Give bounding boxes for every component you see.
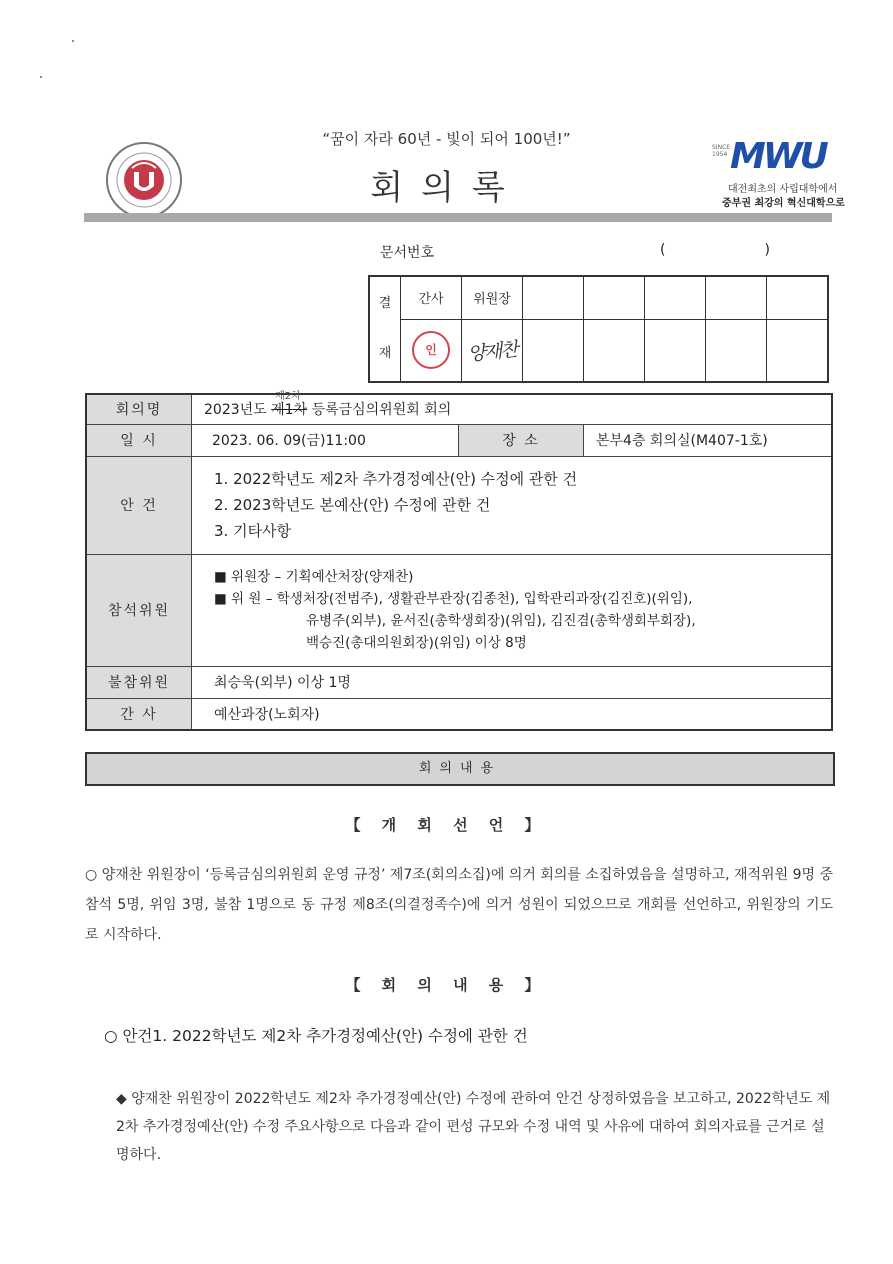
opening-heading: 【 개 회 선 언 】 (345, 816, 548, 834)
approval-blank-cell (523, 319, 584, 382)
approval-blank-cell (767, 319, 829, 382)
approval-side-label: 결 재 (369, 276, 401, 382)
brand-logo-text: MWU (730, 136, 826, 177)
agenda1-bullet: ◆ 양재찬 위원장이 2022학년도 제2차 추가경정예산(안) 수정에 관하여 안건 상정하였음을 보고하고, 2022학년도 제2차 추가경정예산(안) 수정 주요사항으로 다음과 같이 편성 규모와 수정 내역 및 사유에 대하여 회의자료를 근거로 설명하다. (116, 1091, 831, 1163)
attendees-line: 유병주(외부), 윤서진(총학생회장)(위임), 김진겸(총학생회부회장), (306, 613, 696, 629)
secretary-value: 예산과장(노회자) (192, 698, 833, 730)
place-label: 장 소 (459, 424, 584, 456)
approval-role-secretary: 간사 (401, 276, 462, 319)
approval-blank-cell (706, 276, 767, 319)
approval-blank-cell (706, 319, 767, 382)
place-value: 본부4층 회의실(M407-1호) (584, 424, 833, 456)
date-label: 일 시 (86, 424, 192, 456)
approval-signature: 양재찬 (462, 319, 523, 382)
brand-tagline-2: 중부권 최강의 혁신대학으로 (722, 198, 845, 209)
meeting-name-label: 회의명 (86, 394, 192, 424)
date-value: 2023. 06. 09(금)11:00 (192, 424, 459, 456)
document-number-label: 문서번호 (380, 245, 435, 261)
meeting-content-banner: 회의내용 (85, 752, 835, 786)
absent-value: 최승욱(외부) 이상 1명 (192, 666, 833, 698)
slogan: “꿈이 자라 60년 - 빛이 되어 100년!” (322, 130, 571, 148)
attendees-line: ■ 위원장 – 기획예산처장(양재찬) (214, 569, 414, 585)
close-paren: ) (764, 242, 770, 258)
approval-blank-cell (584, 319, 645, 382)
approval-table (368, 275, 829, 383)
approval-stamp: 인 (401, 319, 462, 382)
agenda-item: 1. 2022학년도 제2차 추가경정예산(안) 수정에 관한 건 (214, 470, 578, 488)
brand-since: SINCE 1954 (712, 144, 731, 158)
open-paren: ( (660, 242, 666, 258)
approval-blank-cell (523, 276, 584, 319)
brand-tagline-1: 대전최초의 사립대학에서 (728, 184, 838, 195)
document-number-field (660, 242, 770, 258)
meeting-info-table (85, 393, 833, 731)
agenda-label: 안 건 (86, 456, 192, 554)
scan-speck (40, 76, 42, 78)
attendees-line: 백승진(총대의원회장)(위임) 이상 8명 (306, 635, 527, 651)
approval-blank-cell (767, 276, 829, 319)
brand-logo (712, 136, 845, 212)
agenda-list (192, 456, 833, 554)
agenda-item: 3. 기타사항 (214, 522, 292, 540)
attendees-label: 참석위원 (86, 554, 192, 666)
attendees-list (192, 554, 833, 666)
approval-blank-cell (584, 276, 645, 319)
header-divider (84, 213, 832, 222)
approval-blank-cell (645, 319, 706, 382)
agenda-item: 2. 2023학년도 본예산(안) 수정에 관한 건 (214, 496, 491, 514)
secretary-label: 간 사 (86, 698, 192, 730)
page-title: 회의록 (370, 168, 523, 208)
meeting-name-value: 2023년도 제1차 제2차 등록금심의위원회 회의 (192, 394, 833, 424)
content-heading: 【 회 의 내 용 】 (345, 976, 548, 994)
absent-label: 불참위원 (86, 666, 192, 698)
attendees-line: ■ 위 원 – 학생처장(전범주), 생활관부관장(김종천), 입학관리과장(김진호)(위임), (214, 591, 693, 607)
meeting-name-struck: 제1차 (271, 402, 308, 419)
approval-role-chair: 위원장 (462, 276, 523, 319)
agenda1-title: ○ 안건1. 2022학년도 제2차 추가경정예산(안) 수정에 관한 건 (104, 1027, 528, 1045)
opening-paragraph: ○ 양재찬 위원장이 ‘등록금심의위원회 운영 규정’ 제7조(회의소집)에 의거 회의를 소집하였음을 설명하고, 재적위원 9명 중 참석 5명, 위임 3명, 불참 1명으로 동 규정 제8조(의결정족수)에 의거 성원이 되었으므로 개회를 선언하고, 위원장의 기도로 시작하다. (85, 867, 833, 943)
approval-blank-cell (645, 276, 706, 319)
scan-speck (72, 40, 74, 42)
meeting-name-correction: 제2차 (275, 391, 301, 403)
